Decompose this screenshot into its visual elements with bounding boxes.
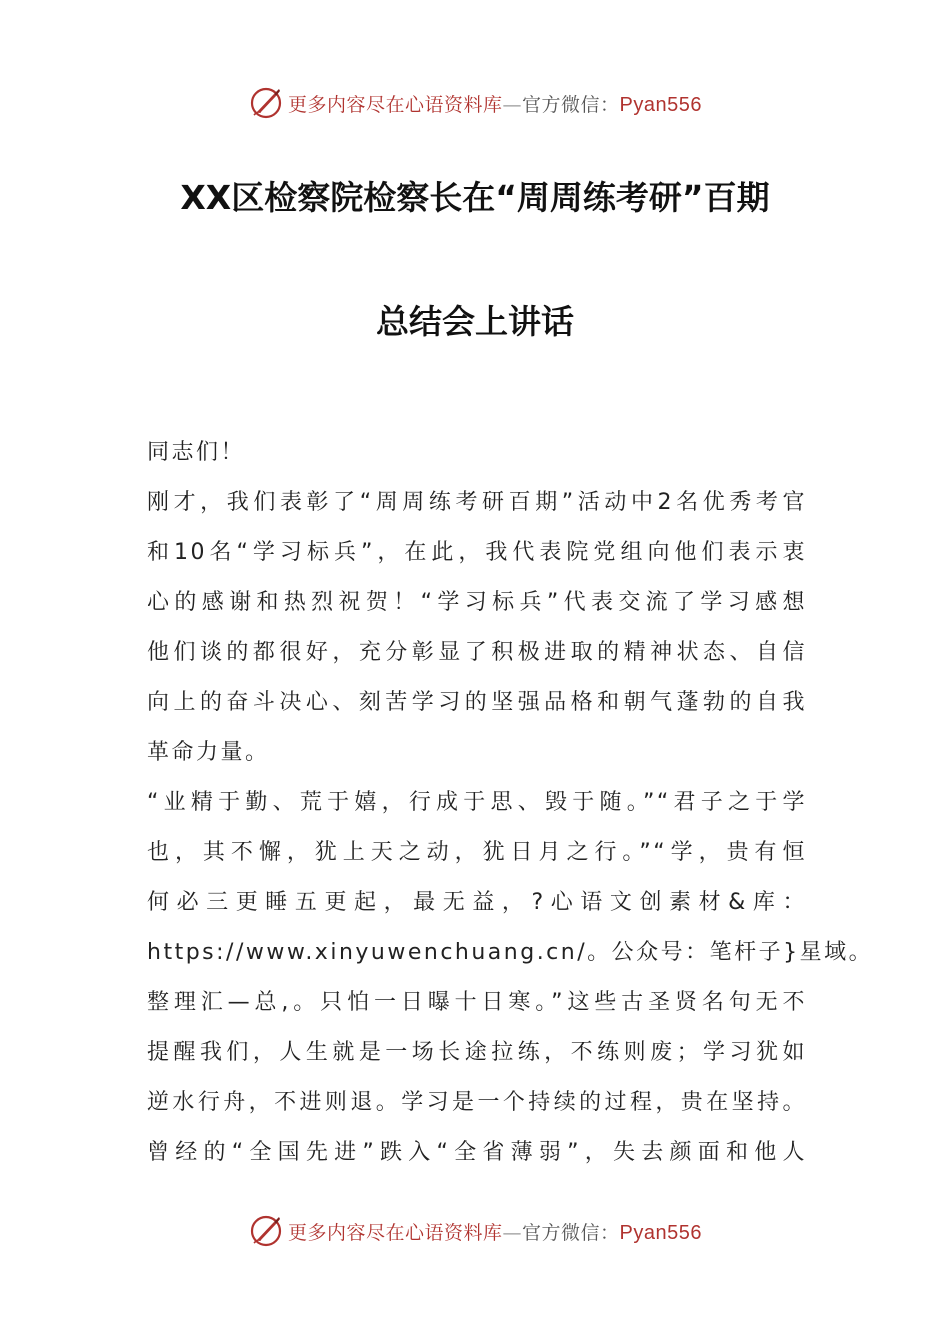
body-line: 提醒我们，人生就是一场长途拉练，不练则废；学习犹如	[147, 1040, 807, 1065]
body-line: https://www.xinyuwenchuang.cn/。公众号：笔杆子}星域。	[147, 940, 874, 965]
banner-text	[288, 1218, 702, 1245]
document-body	[147, 428, 874, 1178]
banner-main-text: 更多内容尽在心语资料库	[288, 93, 503, 116]
footer-banner	[0, 1208, 950, 1254]
body-line: 革命力量。	[147, 740, 270, 765]
quill-pen-logo-icon	[248, 85, 284, 121]
banner-wechat-id: Pyan556	[619, 1221, 702, 1244]
body-line: 何必三更睡五更起，最无益，?心语文创素材&库：	[147, 890, 807, 915]
header-banner	[0, 80, 950, 126]
body-line: 他们谈的都很好，充分彰显了积极进取的精神状态、自信	[147, 640, 807, 665]
banner-main-text: 更多内容尽在心语资料库	[288, 1221, 503, 1244]
body-line: 刚才，我们表彰了“周周练考研百期”活动中2名优秀考官	[147, 490, 807, 515]
banner-official-label: 官方微信：	[522, 1221, 620, 1244]
body-line: 和10名“学习标兵”，在此，我代表院党组向他们表示衷	[147, 540, 807, 565]
banner-wechat-id: Pyan556	[619, 93, 702, 116]
banner-dash: —	[502, 93, 523, 116]
quill-pen-logo-icon	[248, 1213, 284, 1249]
banner-official-label: 官方微信：	[522, 93, 620, 116]
document-title-line-2: 总结会上讲话	[376, 302, 574, 341]
body-line: 同志们！	[147, 440, 246, 465]
body-line: 心的感谢和热烈祝贺！“学习标兵”代表交流了学习感想	[147, 590, 807, 615]
body-line: 逆水行舟，不进则退。学习是一个持续的过程，贵在坚持。	[147, 1090, 807, 1115]
document-title-line-1: XX区检察院检察长在“周周练考研”百期	[180, 178, 770, 217]
banner-text	[288, 90, 702, 117]
body-line: 向上的奋斗决心、刻苦学习的坚强品格和朝气蓬勃的自我	[147, 690, 807, 715]
body-line: 曾经的“全国先进”跌入“全省薄弱”，失去颜面和他人	[147, 1140, 807, 1165]
body-line: 整理汇—总,。只怕一日曝十日寒。”这些古圣贤名句无不	[147, 990, 807, 1015]
banner-dash: —	[502, 1221, 523, 1244]
body-line: “业精于勤、荒于嬉，行成于思、毁于随。”“君子之于学	[147, 790, 807, 815]
body-line: 也，其不懈，犹上天之动，犹日月之行。”“学，贵有恒	[147, 840, 807, 865]
